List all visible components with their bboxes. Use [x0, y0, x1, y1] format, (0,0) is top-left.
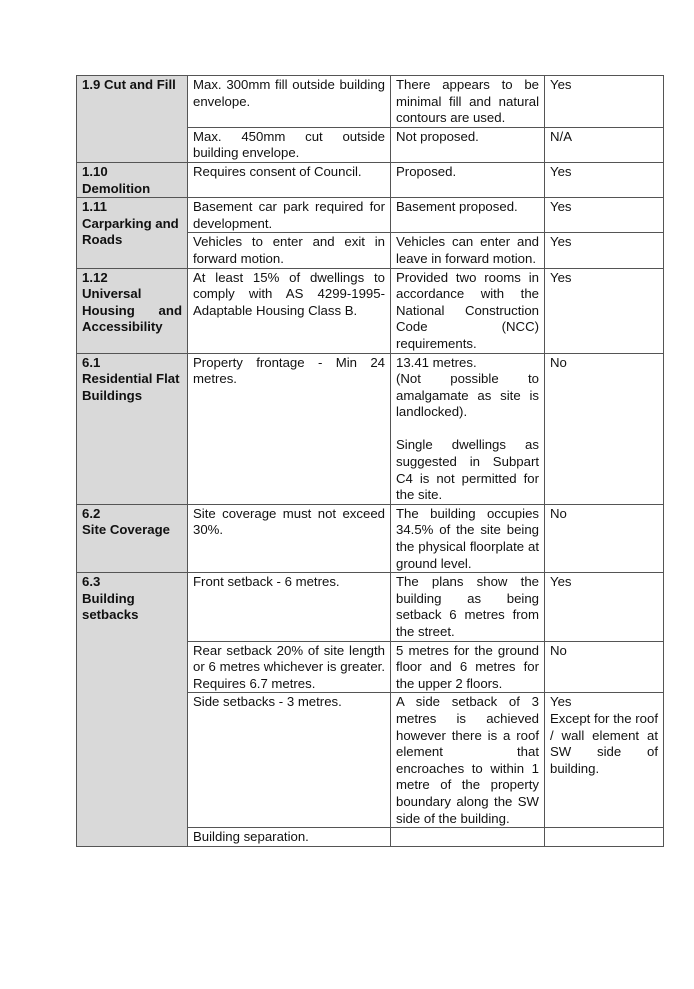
section-name: Building setbacks: [82, 590, 139, 623]
table-row: [77, 504, 664, 572]
section-name: Residential Flat Buildings: [82, 371, 180, 403]
section-number: 6.3: [82, 574, 101, 590]
table-row: [77, 573, 664, 641]
proposal-cell: Proposed.: [391, 162, 545, 197]
proposal-cell: The building occupies 34.5% of the site being the physical floorplate at ground level.: [391, 504, 545, 572]
table-row: [77, 353, 664, 504]
section-heading: [77, 504, 188, 572]
complies-cell: Yes: [545, 76, 664, 128]
complies-cell: N/A: [545, 127, 664, 162]
complies-note: Except for the roof / wall element at SW side of building.: [550, 710, 658, 776]
complies-cell: Yes: [545, 268, 664, 353]
proposal-line: (Not possible to amalgamate as site is landlocked).: [396, 371, 539, 420]
proposal-line: 13.41 metres.: [396, 354, 477, 370]
table-row: [77, 198, 664, 233]
proposal-cell: There appears to be minimal fill and natural contours are used.: [391, 76, 545, 128]
section-number: 1.10: [82, 163, 108, 179]
section-name: Demolition: [82, 180, 151, 196]
section-number: 1.11: [82, 199, 107, 215]
section-name: Carparking and Roads: [82, 215, 179, 248]
complies-cell: Yes: [545, 233, 664, 268]
control-cell: Side setbacks - 3 metres.: [188, 693, 391, 828]
complies-cell: Yes: [545, 573, 664, 641]
section-heading: [77, 268, 188, 353]
complies-cell: Yes: [545, 162, 664, 197]
section-name: Site Coverage: [82, 522, 170, 538]
proposal-cell: [391, 353, 545, 504]
complies-line: Yes: [550, 694, 572, 710]
complies-cell: No: [545, 353, 664, 504]
table-row: [77, 268, 664, 353]
section-name: Universal Housing and Accessibility: [82, 286, 182, 335]
section-heading: [77, 198, 188, 268]
proposal-cell: A side setback of 3 metres is achieved however there is a roof element that encroaches to within 1 metre of the property boundary along the SW side of the building.: [391, 693, 545, 828]
control-cell: Rear setback 20% of site length or 6 metres whichever is greater. Requires 6.7 metres.: [188, 641, 391, 693]
control-cell: Vehicles to enter and exit in forward motion.: [188, 233, 391, 268]
complies-cell: [545, 693, 664, 828]
complies-cell: Yes: [545, 198, 664, 233]
control-cell: Basement car park required for development.: [188, 198, 391, 233]
section-heading: [77, 353, 188, 504]
compliance-table: [76, 75, 664, 847]
control-cell: At least 15% of dwellings to comply with AS 4299-1995- Adaptable Housing Class B.: [188, 268, 391, 353]
complies-cell: No: [545, 504, 664, 572]
proposal-cell: 5 metres for the ground floor and 6 metres for the upper 2 floors.: [391, 641, 545, 693]
proposal-line: Single dwellings as suggested in Subpart C4 is not permitted for the site.: [396, 437, 539, 503]
section-number: 1.12: [82, 269, 108, 285]
section-heading: [77, 162, 188, 197]
section-number: 6.1: [82, 354, 101, 370]
section-heading: 1.9 Cut and Fill: [77, 76, 188, 163]
proposal-cell: The plans show the building as being setback 6 metres from the street.: [391, 573, 545, 641]
control-cell: Max. 450mm cut outside building envelope.: [188, 127, 391, 162]
proposal-cell: Basement proposed.: [391, 198, 545, 233]
complies-cell: No: [545, 641, 664, 693]
control-cell: Requires consent of Council.: [188, 162, 391, 197]
control-cell: Max. 300mm fill outside building envelope.: [188, 76, 391, 128]
complies-cell: [545, 828, 664, 847]
control-cell: Front setback - 6 metres.: [188, 573, 391, 641]
control-cell: Site coverage must not exceed 30%.: [188, 504, 391, 572]
paragraph-gap: [396, 421, 539, 438]
control-cell: Property frontage - Min 24 metres.: [188, 353, 391, 504]
table-row: [77, 76, 664, 128]
control-cell: Building separation.: [188, 828, 391, 847]
proposal-cell: Vehicles can enter and leave in forward motion.: [391, 233, 545, 268]
section-heading: [77, 573, 188, 847]
table-row: [77, 162, 664, 197]
proposal-cell: [391, 828, 545, 847]
proposal-cell: Not proposed.: [391, 127, 545, 162]
section-number: 6.2: [82, 505, 101, 521]
proposal-cell: Provided two rooms in accordance with the National Construction Code (NCC) requirements.: [391, 268, 545, 353]
